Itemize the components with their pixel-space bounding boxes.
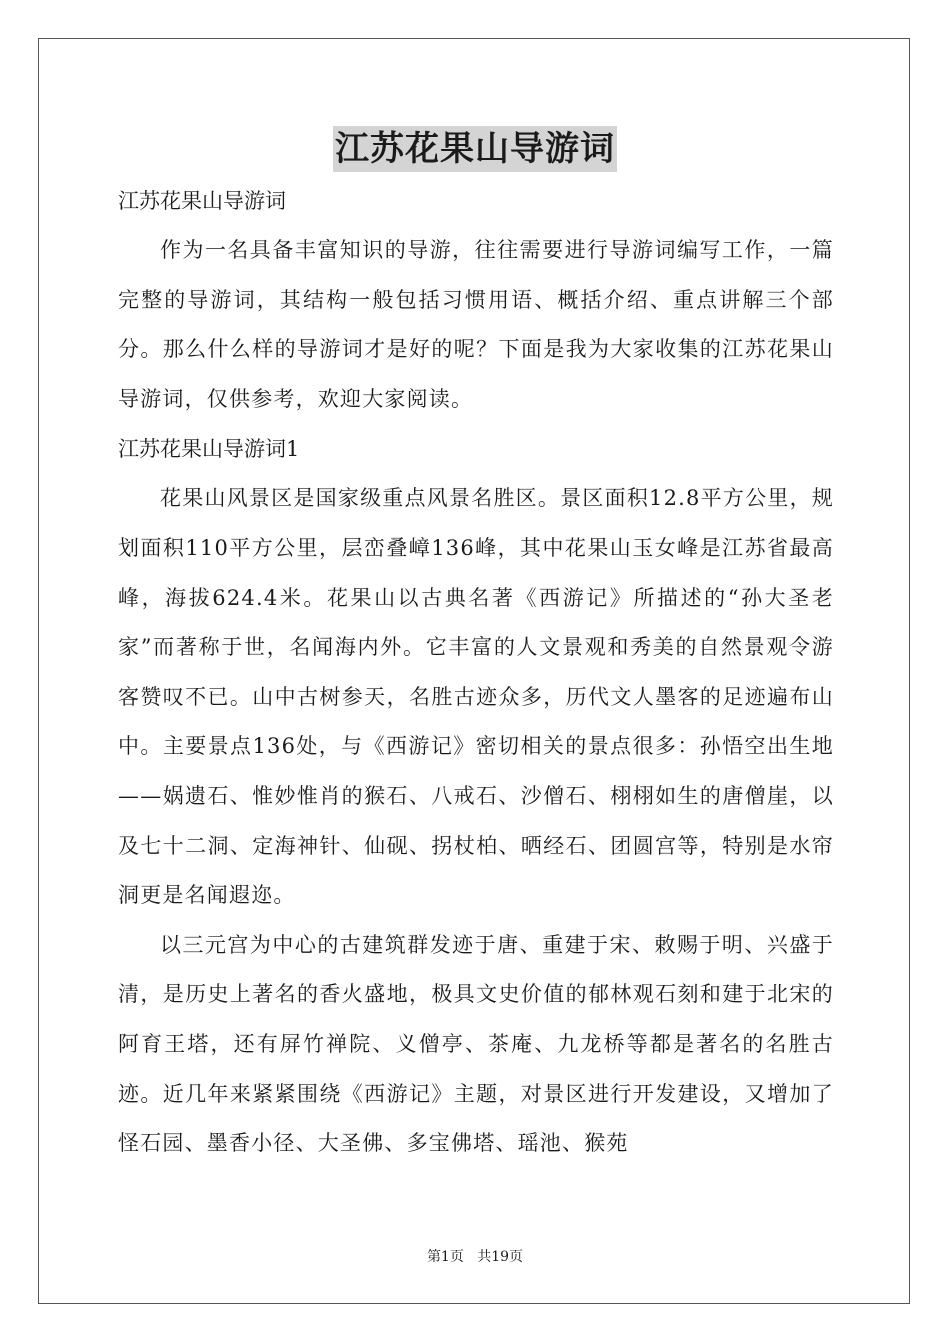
body-paragraph-2: 以三元宫为中心的古建筑群发迹于唐、重建于宋、敕赐于明、兴盛于清，是历史上著名的香火盛地，极具文史价值的郁林观石刻和建于北宋的阿育王塔，还有屏竹禅院、义僧亭、茶庵、九龙桥等都是著名的名胜古迹。近几年来紧紧围绕《西游记》主题，对景区进行开发建设，又增加了怪石园、墨香小径、大圣佛、多宝佛塔、瑶池、猴苑 xyxy=(118,932,834,1156)
section-heading: 江苏花果山导游词1 xyxy=(118,437,300,462)
page-total: 共19页 xyxy=(477,1249,524,1265)
page-number: 第1页 xyxy=(426,1249,464,1265)
page-footer xyxy=(0,1247,950,1267)
document-title: 江苏花果山导游词 xyxy=(333,126,617,172)
subtitle: 江苏花果山导游词 xyxy=(118,189,286,213)
title-container xyxy=(0,126,950,172)
intro-paragraph: 作为一名具备丰富知识的导游，往往需要进行导游词编写工作，一篇完整的导游词，其结构一般包括习惯用语、概括介绍、重点讲解三个部分。那么什么样的导游词才是好的呢？下面是我为大家收集的江苏花果山导游词，仅供参考，欢迎大家阅读。 xyxy=(118,238,834,411)
document-body xyxy=(118,176,834,1169)
body-paragraph-1: 花果山风景区是国家级重点风景名胜区。景区面积12.8平方公里，规划面积110平方公里，层峦叠嶂136峰，其中花果山玉女峰是江苏省最高峰，海拔624.4米。花果山以古典名著《西游记》所描述的“孙大圣老家”而著称于世，名闻海内外。它丰富的人文景观和秀美的自然景观令游客赞叹不已。山中古树参天，名胜古迹众多，历代文人墨客的足迹遍布山中。主要景点136处，与《西游记》密切相关的景点很多：孙悟空出生地——娲遗石、惟妙惟肖的猴石、八戒石、沙僧石、栩栩如生的唐僧崖，以及七十二洞、定海神针、仙砚、拐杖柏、晒经石、团圆宫等，特别是水帘洞更是名闻遐迩。 xyxy=(118,486,834,908)
